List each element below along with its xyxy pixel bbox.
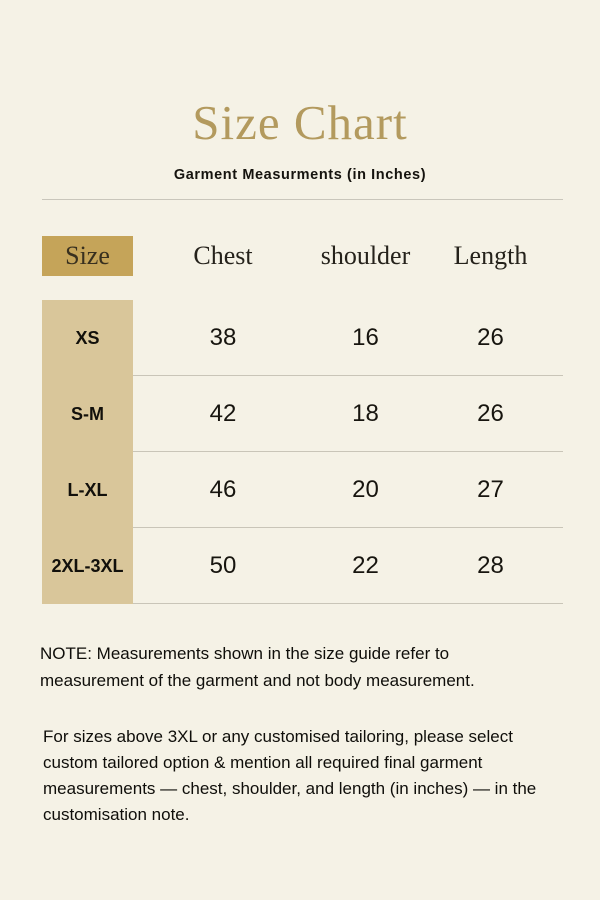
length-value-cell: 26 (477, 400, 504, 427)
column-header-length: Length (453, 241, 528, 270)
length-value-cell: 27 (477, 476, 504, 503)
header-divider (42, 199, 563, 200)
shoulder-value-cell: 22 (352, 552, 379, 579)
shoulder-value-cell: 18 (352, 400, 379, 427)
column-header-size: Size (42, 236, 133, 276)
length-value-cell: 26 (477, 324, 504, 351)
column-header-chest: Chest (193, 241, 253, 270)
custom-tailoring-note: For sizes above 3XL or any customised tailoring, please select custom tailored option & mention all required final garment measurements — chest, shoulder, and length (in inches) — in the customisation note. (43, 727, 537, 824)
table-row-s-m (42, 376, 563, 452)
chest-value-cell: 42 (209, 400, 237, 427)
column-header-shoulder: shoulder (320, 241, 411, 270)
page-title: Size Chart (192, 95, 408, 150)
table-header-row (42, 236, 563, 276)
shoulder-value-cell: 16 (352, 324, 379, 351)
size-label-cell: XS (42, 300, 133, 376)
measurement-note: NOTE: Measurements shown in the size guide refer to measurement of the garment and not body measurement. (40, 644, 475, 690)
length-value-cell: 28 (477, 552, 504, 579)
chest-value-cell: 46 (209, 476, 237, 503)
size-label-cell: L-XL (42, 452, 133, 528)
table-row-xs (42, 300, 563, 376)
table-row-l-xl (42, 452, 563, 528)
page-subtitle: Garment Measurments (in Inches) (173, 167, 427, 183)
size-table (42, 236, 563, 604)
shoulder-value-cell: 20 (352, 476, 379, 503)
size-label-cell: S-M (42, 376, 133, 452)
chest-value-cell: 38 (209, 324, 237, 351)
table-body (42, 300, 563, 604)
chest-value-cell: 50 (209, 552, 237, 579)
table-row-2xl-3xl (42, 528, 563, 604)
size-label-cell: 2XL-3XL (42, 528, 133, 604)
